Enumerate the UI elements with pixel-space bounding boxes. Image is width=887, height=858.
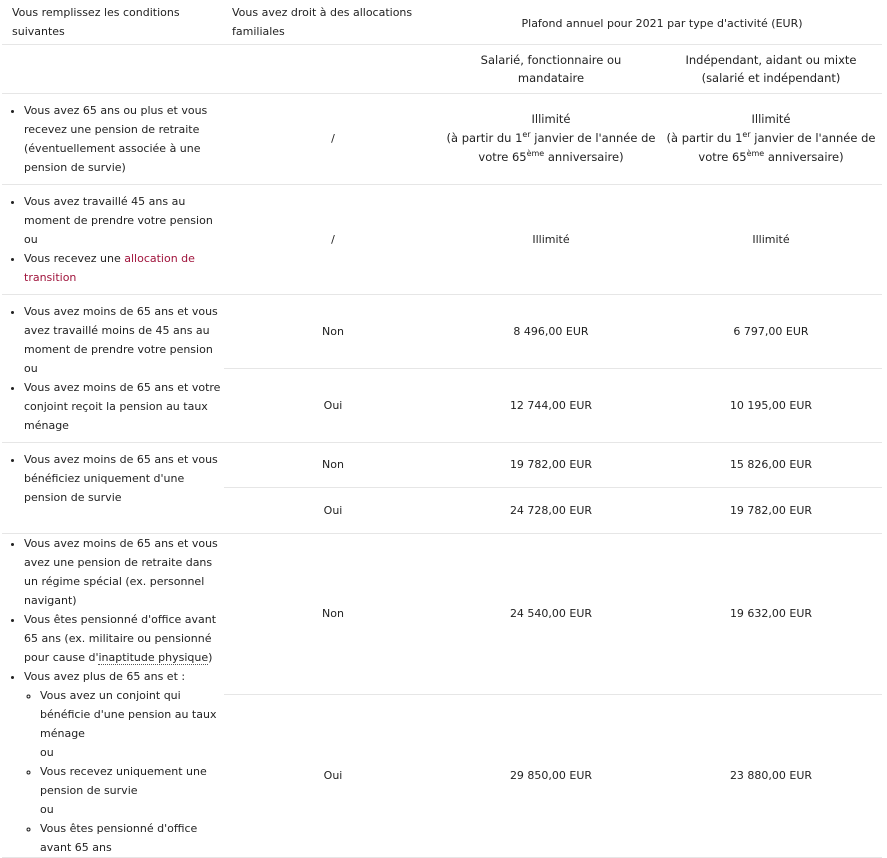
employee-ceiling-cell — [442, 533, 660, 694]
ceiling-value: Illimité — [751, 112, 791, 126]
header-family-allowance-label: Vous avez droit à des allocations familiales — [232, 6, 413, 38]
self-employed-ceiling-cell — [660, 93, 882, 184]
family-allowance-cell — [224, 93, 442, 184]
family-allowance-cell — [224, 487, 442, 533]
table-row — [2, 533, 882, 694]
header-empty-2 — [224, 44, 442, 93]
ceiling-value: 10 195,00 EUR — [729, 398, 813, 412]
table-row — [2, 442, 882, 487]
ceiling-value: 23 880,00 EUR — [729, 769, 813, 783]
header-employee — [442, 44, 660, 93]
condition-item: • Vous avez plus de 65 ans et : ◦ Vous avez un conjoint qui bénéficie d'une pension au taux ménage ou ◦ Vous recevez uniquement une pension de survie ou ◦ Vous êtes pensionné d'office avant 65 ans — [24, 667, 224, 857]
ceiling-value: 19 782,00 EUR — [729, 503, 813, 517]
header-conditions-label: Vous remplissez les conditions suivantes — [12, 6, 180, 38]
sub-condition-item: ◦ Vous recevez uniquement une pension de survie ou — [40, 762, 224, 819]
ceiling-value: 6 797,00 EUR — [733, 324, 809, 338]
family-allowance-cell — [224, 533, 442, 694]
family-allowance-value: Non — [322, 458, 344, 471]
header-employee-label: Salarié, fonctionnaire ou mandataire — [480, 52, 622, 85]
family-allowance-value: Oui — [323, 769, 343, 783]
condition-item: • Vous avez moins de 65 ans et vous bénéficiez uniquement d'une pension de survie — [24, 450, 224, 507]
self-employed-ceiling-cell — [660, 487, 882, 533]
self-employed-ceiling-cell — [660, 533, 882, 694]
ceiling-note: (à partir du 1er janvier de l'année de votre 65ème anniversaire) — [446, 130, 656, 164]
sub-condition-item: ◦ Vous êtes pensionné d'office avant 65 ans — [40, 819, 224, 857]
self-employed-ceiling-cell — [660, 184, 882, 294]
family-allowance-value: Non — [322, 607, 344, 621]
condition-cell — [2, 294, 224, 442]
self-employed-ceiling-cell — [660, 368, 882, 442]
header-empty-1 — [2, 44, 224, 93]
employee-ceiling-cell — [442, 368, 660, 442]
ceiling-value: 15 826,00 EUR — [729, 458, 813, 471]
condition-item: • Vous avez moins de 65 ans et votre conjoint reçoit la pension au taux ménage — [24, 378, 224, 435]
condition-item: • Vous avez 65 ans ou plus et vous recevez une pension de retraite (éventuellement associée à une pension de survie) — [24, 101, 224, 177]
family-allowance-value: / — [331, 132, 335, 145]
table-row — [2, 93, 882, 184]
condition-item: • Vous avez travaillé 45 ans au moment de prendre votre pension ou — [24, 192, 224, 249]
family-allowance-value: Oui — [323, 503, 343, 517]
income-ceiling-table — [2, 0, 882, 858]
condition-item: • Vous recevez une allocation de transition — [24, 249, 224, 287]
condition-cell — [2, 184, 224, 294]
employee-ceiling-cell — [442, 93, 660, 184]
self-employed-ceiling-cell — [660, 442, 882, 487]
family-allowance-cell — [224, 694, 442, 857]
self-employed-ceiling-cell — [660, 694, 882, 857]
self-employed-ceiling-cell — [660, 294, 882, 368]
family-allowance-value: Oui — [323, 398, 343, 412]
family-allowance-value: Non — [322, 324, 344, 338]
condition-cell — [2, 93, 224, 184]
header-family-allowance — [224, 0, 442, 44]
family-allowance-value: / — [331, 232, 335, 246]
table-row — [2, 184, 882, 294]
ceiling-note: (à partir du 1er janvier de l'année de votre 65ème anniversaire) — [666, 130, 876, 164]
ceiling-value: 29 850,00 EUR — [509, 769, 593, 783]
condition-cell — [2, 442, 224, 533]
ceiling-value: 19 632,00 EUR — [729, 607, 813, 621]
ceiling-value: 24 728,00 EUR — [509, 503, 593, 517]
ceiling-value: 8 496,00 EUR — [513, 324, 589, 338]
employee-ceiling-cell — [442, 294, 660, 368]
employee-ceiling-cell — [442, 694, 660, 857]
condition-item: • Vous êtes pensionné d'office avant 65 ans (ex. militaire ou pensionné pour cause d'inaptitude physique) — [24, 610, 224, 667]
header-annual-ceiling — [442, 0, 882, 44]
employee-ceiling-cell — [442, 184, 660, 294]
ceiling-value: 19 782,00 EUR — [509, 458, 593, 471]
family-allowance-cell — [224, 184, 442, 294]
family-allowance-cell — [224, 368, 442, 442]
family-allowance-cell — [224, 294, 442, 368]
employee-ceiling-cell — [442, 487, 660, 533]
condition-item: • Vous avez moins de 65 ans et vous avez une pension de retraite dans un régime spécial (ex. personnel navigant) — [24, 534, 224, 610]
ceiling-value: 24 540,00 EUR — [509, 607, 593, 621]
header-self-employed — [660, 44, 882, 93]
ceiling-value: Illimité — [531, 112, 571, 126]
employee-ceiling-cell — [442, 442, 660, 487]
header-annual-ceiling-label: Plafond annuel pour 2021 par type d'activité (EUR) — [521, 16, 803, 30]
ceiling-value: Illimité — [752, 232, 790, 246]
condition-cell — [2, 533, 224, 857]
family-allowance-cell — [224, 442, 442, 487]
transition-allowance-link[interactable]: allocation de transition — [24, 251, 195, 284]
sub-condition-item: ◦ Vous avez un conjoint qui bénéficie d'une pension au taux ménage ou — [40, 686, 224, 762]
condition-item: • Vous avez moins de 65 ans et vous avez travaillé moins de 45 ans au moment de prendre votre pension ou — [24, 302, 224, 378]
inaptitude-abbr[interactable]: inaptitude physique — [98, 650, 209, 664]
ceiling-value: 12 744,00 EUR — [509, 398, 593, 412]
header-conditions — [2, 0, 224, 44]
table-row — [2, 294, 882, 368]
header-self-employed-label: Indépendant, aidant ou mixte (salarié et indépendant) — [685, 52, 857, 85]
ceiling-value: Illimité — [532, 232, 570, 246]
